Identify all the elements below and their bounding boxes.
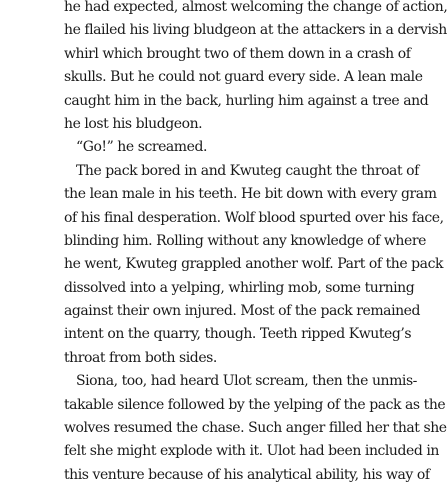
text-line: he lost his bludgeon. [64,115,203,132]
text-line: the lean male in his teeth. He bit down with every gram [64,186,437,203]
text-line: felt she might explode with it. Ulot had been included in [64,443,439,460]
text-line: blinding him. Rolling without any knowledge of where [64,232,426,249]
text-line: against their own injured. Most of the pack remained [64,303,421,320]
text-line: Siona, too, had heard Ulot scream, then the unmis- [76,373,417,390]
text-line: he went, Kwuteg grappled another wolf. Part of the pack [64,256,444,273]
text-line: this venture because of his analytical ability, his way of [64,466,430,483]
text-line: whirl which brought two of them down in a crash of [64,45,411,62]
text-line: dissolved into a yelping, whirling mob, some turning [64,279,415,296]
text-line: wolves resumed the chase. Such anger filled her that she [64,420,447,437]
text-line: takable silence followed by the yelping of the pack as the [64,396,446,413]
text-line: skulls. But he could not guard every side. A lean male [64,69,423,86]
text-line: of his final desperation. Wolf blood spurted over his face, [64,209,444,226]
text-line: intent on the quarry, though. Teeth ripped Kwuteg’s [64,326,412,343]
text-line: The pack bored in and Kwuteg caught the throat of [76,162,419,179]
text-line: “Go!” he screamed. [76,139,207,156]
body-text [64,0,447,487]
text-line: caught him in the back, hurling him against a tree and [64,92,429,109]
text-line: throat from both sides. [64,349,217,366]
text-line: he had expected, almost welcoming the change of action, [64,0,447,15]
text-line: he flailed his living bludgeon at the attackers in a dervish [64,22,447,39]
